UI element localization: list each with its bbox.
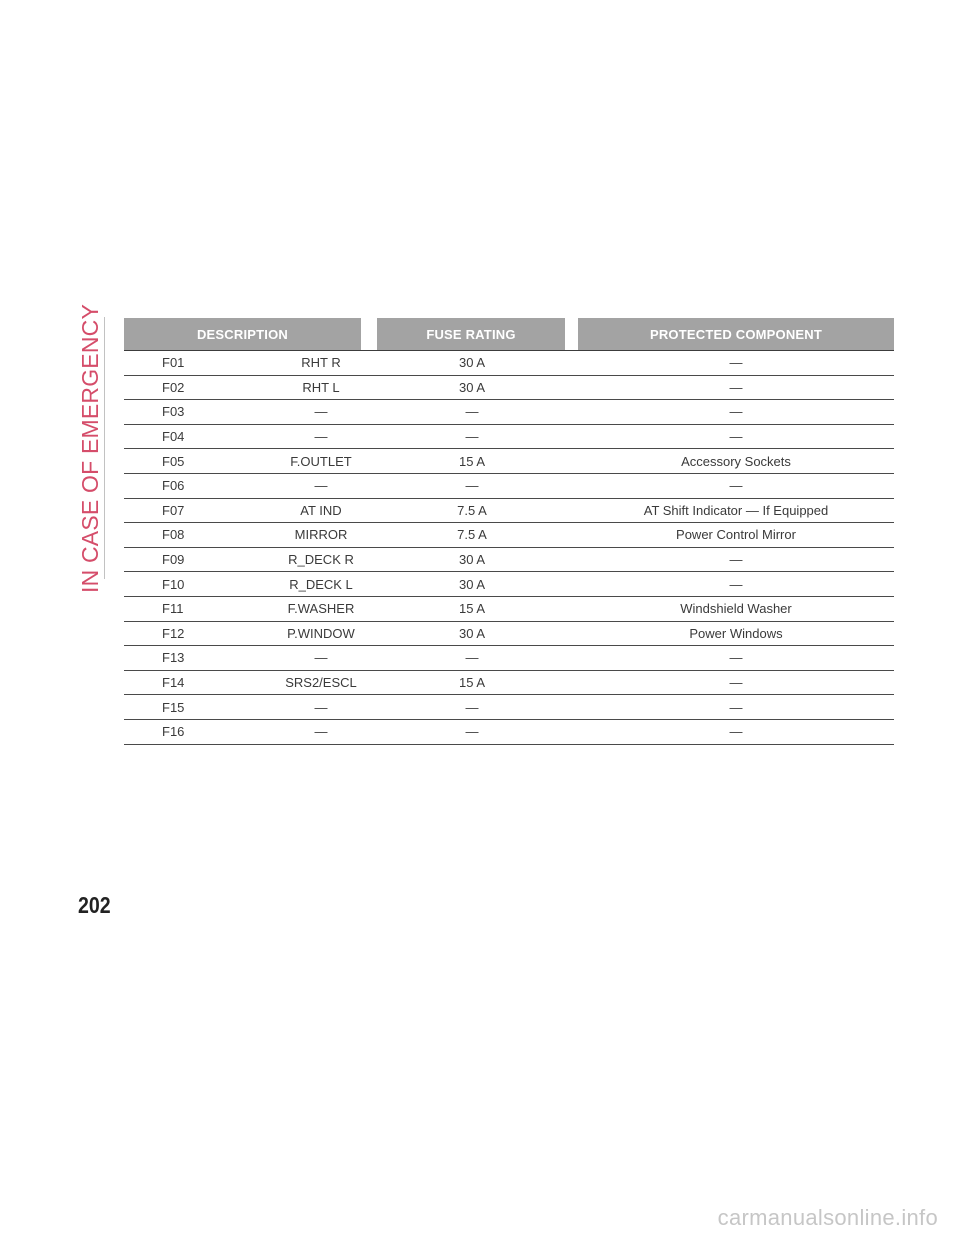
table-row: [124, 425, 894, 450]
fuse-table: [124, 318, 894, 745]
header-description: DESCRIPTION: [124, 318, 361, 350]
table-row: [124, 572, 894, 597]
fuse-rating: 7.5 A: [457, 502, 487, 518]
protected-component: Windshield Washer: [680, 601, 792, 617]
protected-component: —: [729, 379, 743, 395]
table-row: [124, 376, 894, 401]
fuse-description: F.OUTLET: [290, 453, 352, 469]
table-row: [124, 351, 894, 376]
protected-component: —: [729, 650, 743, 666]
fuse-description: —: [314, 478, 328, 494]
fuse-description: RHT R: [301, 355, 341, 371]
protected-component: AT Shift Indicator — If Equipped: [643, 502, 829, 518]
header-protected-component: PROTECTED COMPONENT: [578, 318, 894, 350]
table-row: [124, 523, 894, 548]
table-row: [124, 720, 894, 745]
fuse-rating: —: [465, 404, 479, 420]
section-divider: [104, 317, 105, 579]
protected-component: —: [729, 355, 743, 371]
table-row: [124, 400, 894, 425]
protected-component: —: [729, 478, 743, 494]
fuse-description: P.WINDOW: [287, 625, 355, 641]
fuse-id: F10: [162, 576, 185, 592]
table-row: [124, 548, 894, 573]
table-row: [124, 474, 894, 499]
page-number: 202: [78, 892, 111, 918]
fuse-description: MIRROR: [294, 527, 348, 543]
fuse-id: F07: [162, 502, 185, 518]
fuse-id: F12: [162, 625, 185, 641]
fuse-description: R_DECK L: [289, 576, 353, 592]
protected-component: Power Windows: [689, 625, 783, 641]
protected-component: —: [729, 576, 743, 592]
protected-component: —: [729, 552, 743, 568]
fuse-description: —: [314, 404, 328, 420]
fuse-rating: —: [465, 429, 479, 445]
fuse-rating: —: [465, 478, 479, 494]
protected-component: —: [729, 429, 743, 445]
fuse-description: —: [314, 699, 328, 715]
table-body: [124, 351, 894, 745]
watermark: carmanualsonline.info: [717, 1205, 938, 1230]
fuse-id: F04: [162, 429, 185, 445]
protected-component: —: [729, 724, 743, 740]
protected-component: Accessory Sockets: [681, 453, 791, 469]
fuse-rating: —: [465, 650, 479, 666]
fuse-rating: 30 A: [458, 379, 486, 395]
fuse-rating: —: [465, 724, 479, 740]
fuse-rating: 30 A: [458, 552, 486, 568]
fuse-description: —: [314, 429, 328, 445]
table-row: [124, 622, 894, 647]
fuse-id: F09: [162, 552, 185, 568]
fuse-rating: 15 A: [458, 601, 486, 617]
fuse-rating: 30 A: [458, 625, 486, 641]
fuse-id: F02: [162, 379, 185, 395]
fuse-rating: 30 A: [458, 355, 486, 371]
fuse-description: —: [314, 650, 328, 666]
protected-component: Power Control Mirror: [676, 527, 796, 543]
table-row: [124, 499, 894, 524]
fuse-rating: 15 A: [458, 453, 486, 469]
fuse-rating: —: [465, 699, 479, 715]
table-row: [124, 671, 894, 696]
table-header: [124, 318, 894, 351]
table-row: [124, 695, 894, 720]
fuse-description: SRS2/ESCL: [285, 675, 357, 691]
fuse-rating: 15 A: [458, 675, 486, 691]
fuse-id: F08: [162, 527, 185, 543]
fuse-description: —: [314, 724, 328, 740]
protected-component: —: [729, 675, 743, 691]
fuse-id: F13: [162, 650, 185, 666]
protected-component: —: [729, 699, 743, 715]
table-row: [124, 646, 894, 671]
fuse-rating: 7.5 A: [457, 527, 487, 543]
header-fuse-rating: FUSE RATING: [377, 318, 565, 350]
fuse-id: F01: [162, 355, 185, 371]
fuse-rating: 30 A: [458, 576, 486, 592]
fuse-id: F05: [162, 453, 185, 469]
table-row: [124, 597, 894, 622]
section-title-text: IN CASE OF EMERGENCY: [76, 303, 103, 593]
fuse-id: F14: [162, 675, 185, 691]
fuse-id: F06: [162, 478, 185, 494]
table-row: [124, 449, 894, 474]
fuse-description: R_DECK R: [288, 552, 354, 568]
fuse-id: F03: [162, 404, 185, 420]
fuse-id: F11: [162, 601, 184, 617]
fuse-id: F15: [162, 699, 185, 715]
protected-component: —: [729, 404, 743, 420]
fuse-description: RHT L: [302, 379, 340, 395]
fuse-description: F.WASHER: [287, 601, 355, 617]
fuse-description: AT IND: [300, 502, 342, 518]
fuse-id: F16: [162, 724, 185, 740]
section-title: [76, 303, 104, 593]
